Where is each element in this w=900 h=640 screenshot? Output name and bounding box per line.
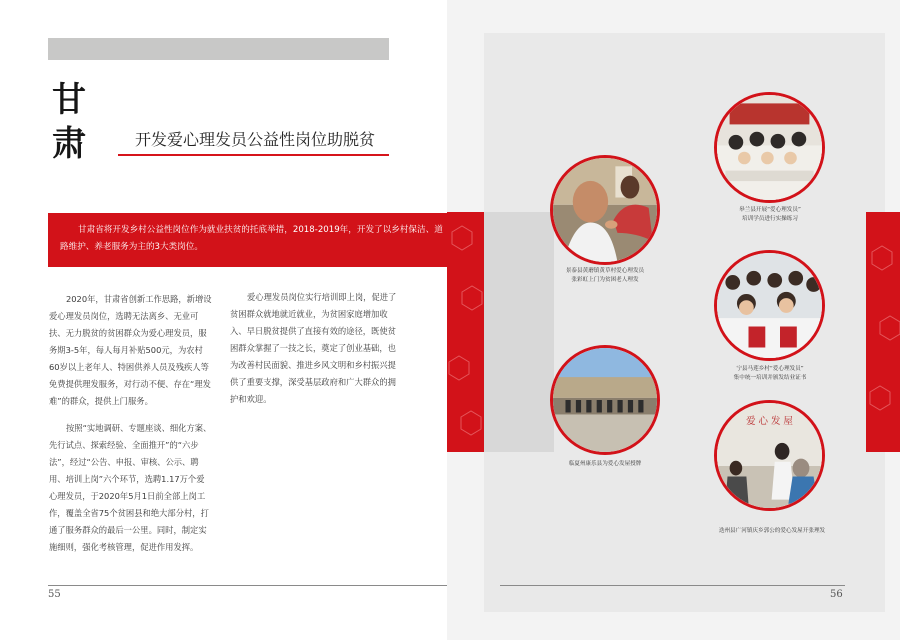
caption-line: 景泰县黄蘑镇黄草村爱心理发员	[565, 268, 645, 274]
caption-photo-4	[545, 460, 665, 469]
page-number-left: 55	[48, 589, 61, 600]
body-paragraph: 爱心理发员岗位实行培训即上岗，促进了贫困群众就地就近就业，为贫困家庭增加收入、早日脱贫提供了直接有效的途径，既使贫困群众掌握了一技之长，奠定了创业基础，也为改善村民面貌、推进乡风文明和乡村振兴提供了重要支撑，深受基层政府和广大群众的拥护和欢迎。	[230, 292, 397, 404]
caption-photo-3	[710, 365, 830, 383]
red-band-edge	[866, 212, 900, 452]
footer-rule-right	[500, 585, 845, 586]
photo-love-barbershop	[714, 400, 825, 511]
caption-line: 迭州县广河镇庆乡郭公的爱心发屋开张理发	[718, 528, 826, 534]
caption-line: 张彩虹上门为贫困老人理发	[571, 277, 639, 283]
caption-photo-2	[710, 206, 830, 224]
region-char-su: 肃	[52, 124, 86, 164]
gray-band-inner	[484, 212, 554, 452]
headline-underline	[118, 154, 389, 156]
article-headline: 开发爱心理发员公益性岗位助脱贫	[135, 130, 376, 149]
caption-photo-5	[702, 527, 842, 536]
body-paragraph: 2020年，甘肃省创新工作思路，新增设爱心理发员岗位，选聘无法离乡、无业可扶、无力脱贫的贫困群众为爱心理发员，服务期3-5年，每人每月补贴500元，为农村60岁以上老年人、特困供养人员及残疾人等免费提供理发服务，对行动不便、存在“理发难”的群众，提供上门服务。	[49, 294, 212, 406]
body-column-right	[230, 289, 398, 418]
region-char-gan: 甘	[52, 80, 86, 120]
body-paragraph: 按照“实地调研、专题座谈、细化方案、先行试点、探索经验、全面推开”的“六步法”，经过“公告、申报、审核、公示、聘用、培训上岗”六个环节，选聘1.17万个爱心理发员，于2020年5月1日前全部上岗工作，覆盖全省75个贫困县和绝大部分村，打通了服务群众的最后一公里。同时，制定实施细则，强化考核管理，促进作用发挥。	[49, 423, 212, 552]
caption-photo-1	[545, 267, 665, 285]
photo-certificate-group	[714, 250, 825, 361]
footer-rule-left	[48, 585, 447, 586]
caption-line: 临夏州康乐县为爱心发屋授牌	[568, 461, 642, 467]
photo-haircut-elderly-man	[550, 155, 660, 265]
hexagon-pattern	[447, 212, 484, 452]
intro-text: 甘肃省将开发乡村公益性岗位作为就业扶贫的托底举措，2018-2019年，开发了以乡村保洁、道路维护、养老服务为主的3大类岗位。	[60, 225, 443, 252]
caption-line: 集中统一培训并颁发结业证书	[733, 375, 807, 381]
hexagon-pattern	[866, 212, 900, 452]
photo-group-outdoor	[550, 345, 660, 455]
photo-training-classroom	[714, 92, 825, 203]
header-gray-bar	[48, 38, 389, 60]
caption-line: 宁县马莲乡村“爱心理发员”	[736, 366, 804, 372]
intro-box	[48, 213, 447, 267]
caption-line: 皋兰县开展“爱心理发员”	[739, 207, 801, 213]
body-column-left	[49, 291, 212, 566]
caption-line: 培训学员进行实操练习	[742, 216, 798, 222]
page-number-right: 56	[830, 589, 843, 600]
shop-sign-text: 爱 心 发 屋	[746, 416, 793, 427]
red-band-spine	[447, 212, 484, 452]
